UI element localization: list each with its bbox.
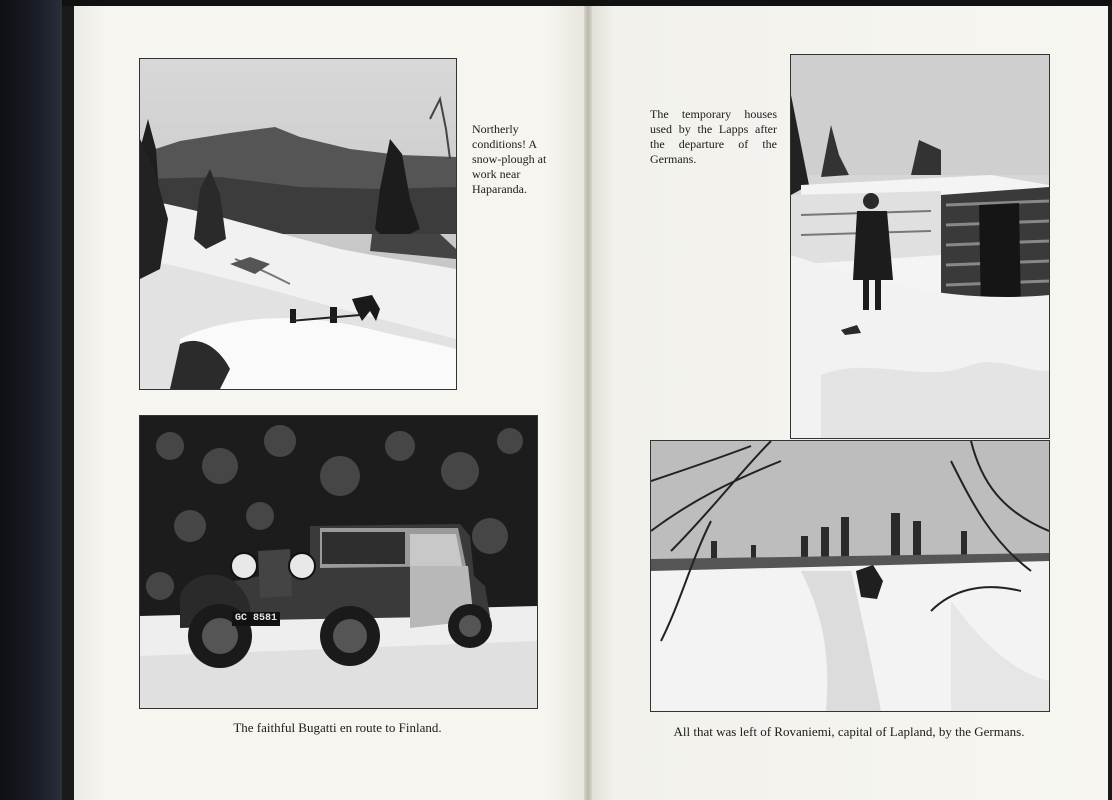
caption-lapp-houses: The temporary houses used by the Lapps after the departure of the Germans.: [650, 107, 777, 166]
caption-rovaniemi: All that was left of Rovaniemi, capital of Lapland, by the Germans.: [673, 724, 1025, 739]
book-gutter: [584, 6, 592, 800]
license-plate: GC 8581: [234, 613, 277, 624]
photo-lapp-houses: [790, 54, 1050, 439]
book-cover-edge: [62, 0, 74, 800]
photo-snow-plough: [139, 58, 457, 390]
book-spine: [0, 0, 62, 800]
photo-bugatti: [139, 415, 538, 709]
photo-rovaniemi: [650, 440, 1050, 712]
caption-bugatti: The faithful Bugatti en route to Finland.: [233, 720, 442, 735]
caption-snow-plough: Northerly conditions! A snow-plough at work near Haparanda.: [472, 122, 547, 196]
